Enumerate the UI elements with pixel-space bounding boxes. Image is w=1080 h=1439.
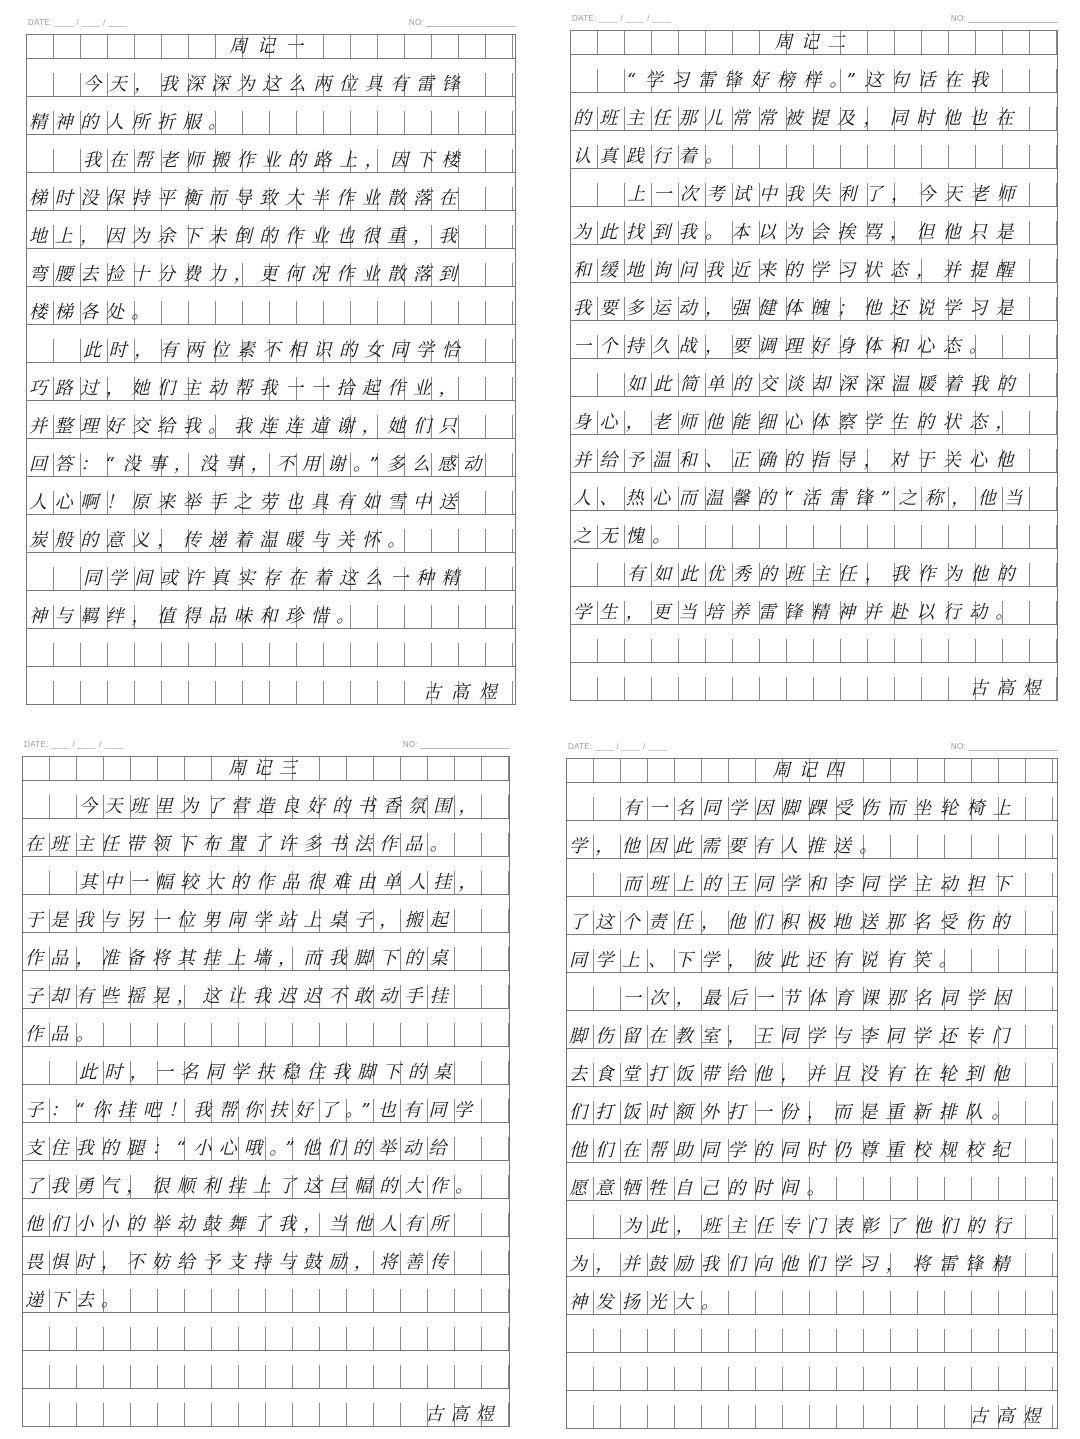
text-row: 有如此优秀的班主任，我作为他的 (627, 564, 1023, 585)
text-row: 今天，我深深为这么两位具有雷锋 (83, 74, 467, 95)
no-underline (968, 22, 1058, 23)
text-row: 楼梯各处。 (29, 302, 157, 323)
no-label: NO: (950, 14, 966, 23)
text-row: 精神的人所折服。 (29, 112, 234, 133)
writing-grid (26, 34, 516, 705)
sheet-header (566, 736, 1058, 758)
text-row: 他们在帮助同学的同时仍尊重校规校纪 (569, 1140, 1018, 1161)
text-row: 我在帮老师搬作业的路上，因下楼 (83, 150, 467, 171)
text-row: 认真践行着。 (573, 146, 732, 167)
text-row: 人、热心而温馨的“活雷锋”之称，他当 (573, 488, 1031, 509)
text-row: 神发扬光大。 (569, 1292, 728, 1313)
sheet-header (570, 8, 1058, 30)
text-row: 此时，有两位素不相识的女同学恰 (83, 340, 467, 361)
text-row: 此时，一名同学扶稳住我脚下的桌 (79, 1062, 459, 1083)
no-underline (968, 750, 1058, 751)
signature: 古高煜 (969, 1406, 1049, 1427)
text-row: 身心，老师他能细心体察学生的状态， (573, 412, 1022, 433)
diary-sheet-2 (570, 8, 1058, 701)
text-row: 作品。 (25, 1024, 101, 1045)
text-row: 并整理好交给我。我连连道谢，她们只 (29, 416, 465, 437)
diary-title: 周记二 (774, 32, 854, 53)
text-row: 作品，准备将其挂上墙，而我脚下的桌 (25, 948, 456, 969)
text-row: 和缓地询问我近来的学习状态，并提醒 (573, 260, 1022, 281)
diary-title: 周记四 (772, 760, 852, 781)
text-row: 其中一幅较大的作品很难由单人挂， (79, 872, 484, 893)
text-row: 为，并鼓励我们向他们学习，将雷锋精 (569, 1254, 1018, 1275)
empty-row (567, 1329, 1057, 1353)
text-row: 他们小小的举动鼓舞了我，当他人有所 (25, 1214, 456, 1235)
text-row: 同学间或许真实存在着这么一种精 (83, 568, 467, 589)
text-row: 们打饭时额外打一份，而是重新排队。 (569, 1102, 1018, 1123)
text-row: 同学上、下学，彼此还有说有笑。 (569, 950, 965, 971)
text-row: 有一名同学因脚踝受伤而坐轮椅上 (623, 798, 1019, 819)
text-row: 并给予温和、正确的指导，对于关心他 (573, 450, 1022, 471)
diary-sheet-1 (26, 12, 516, 705)
text-row: 炭般的意义，传递着温暖与关怀。 (29, 530, 413, 551)
text-row: 我要多运动，强健体魄；他还说学习是 (573, 298, 1022, 319)
no-underline (420, 748, 510, 749)
signature: 古高煜 (969, 678, 1049, 699)
no-label: NO: (950, 742, 966, 751)
text-row: 一个持久战，要调理好身体和心态。 (573, 336, 996, 357)
no-label: NO: (402, 740, 418, 749)
date-label: DATE: ____ / ____ / ____ (28, 18, 128, 27)
text-row: 子却有些摇晃，这让我迟迟不敢动手挂 (25, 986, 456, 1007)
text-row: 学，他因此需要有人推送。 (569, 836, 886, 857)
text-row: 巧路过，她们主动帮我一一拾起作业， (29, 378, 465, 399)
text-row: 在班主任带领下布置了许多书法作品。 (25, 834, 456, 855)
text-row: 于是我与另一位男同学站上桌子，搬起 (25, 910, 456, 931)
diary-sheet-4 (566, 736, 1058, 1429)
text-row: 回答：“没事，没事，不用谢。”多么感动 (29, 454, 489, 475)
text-row: 一次，最后一节体育课那名同学因 (623, 988, 1019, 1009)
sheet-header (26, 12, 516, 34)
date-label: DATE: ____ / ____ / ____ (568, 742, 668, 751)
text-row: 畏惧时，不妨给予支持与鼓励，将善传 (25, 1252, 456, 1273)
text-row: 为此，班主任专门表彰了他们的行 (623, 1216, 1019, 1237)
text-row: 的班主任那儿常常被提及，同时他也在 (573, 108, 1022, 129)
text-row: 支住我的腿：“小心哦。”他们的举动给 (25, 1138, 454, 1159)
diary-title: 周记一 (229, 36, 313, 57)
text-row: 人心啊！原来举手之劳也具有如雪中送 (29, 492, 465, 513)
diary-sheet-3 (22, 734, 510, 1427)
text-row: 神与羁绊，值得品味和珍惜。 (29, 606, 362, 627)
text-row: “学习雷锋好榜样。”这句话在我 (627, 70, 997, 91)
text-row: 了这个责任，他们积极地送那名受伤的 (569, 912, 1018, 933)
text-row: 愿意牺牲自己的时间。 (569, 1178, 833, 1199)
empty-row (27, 643, 515, 667)
text-row: 之无愧。 (573, 526, 679, 547)
empty-row (23, 1327, 509, 1351)
text-row: 子：“你挂吧！我帮你扶好了。”也有同学 (25, 1100, 480, 1121)
text-row: 学生，更当培养雷锋精神并赴以行动。 (573, 602, 1022, 623)
text-row: 而班上的王同学和李同学主动担下 (623, 874, 1019, 895)
empty-row (571, 639, 1057, 663)
text-row: 为此找到我。本以为会挨骂，但他只是 (573, 222, 1022, 243)
signature: 古高煜 (425, 1404, 501, 1425)
text-row: 脚伤留在教室，王同学与李同学还专门 (569, 1026, 1018, 1047)
text-row: 今天班里为了营造良好的书香氛围， (79, 796, 484, 817)
no-label: NO: (408, 18, 424, 27)
sheet-header (22, 734, 510, 756)
text-row: 梯时没保持平衡而导致大半作业散落在 (29, 188, 465, 209)
diary-title: 周记三 (228, 758, 304, 779)
text-row: 去食堂打饭带给他，并且没有在轮到他 (569, 1064, 1018, 1085)
text-row: 弯腰去捡十分费力，更何况作业散落到 (29, 264, 465, 285)
signature: 古高煜 (423, 682, 507, 703)
date-label: DATE: ____ / ____ / ____ (24, 740, 124, 749)
no-underline (426, 26, 516, 27)
writing-grid (566, 758, 1058, 1429)
empty-row (567, 1367, 1057, 1391)
text-row: 地上，因为余下未倒的作业也很重，我 (29, 226, 465, 247)
text-row: 递下去。 (25, 1290, 127, 1311)
text-row: 了我勇气，很顺利挂上了这巨幅的大作。 (25, 1176, 481, 1197)
writing-grid (570, 30, 1058, 701)
date-label: DATE: ____ / ____ / ____ (572, 14, 672, 23)
writing-grid (22, 756, 510, 1427)
text-row: 上一次考试中我失利了，今天老师 (627, 184, 1023, 205)
text-row: 如此简单的交谈却深深温暖着我的 (627, 374, 1023, 395)
empty-row (23, 1365, 509, 1389)
